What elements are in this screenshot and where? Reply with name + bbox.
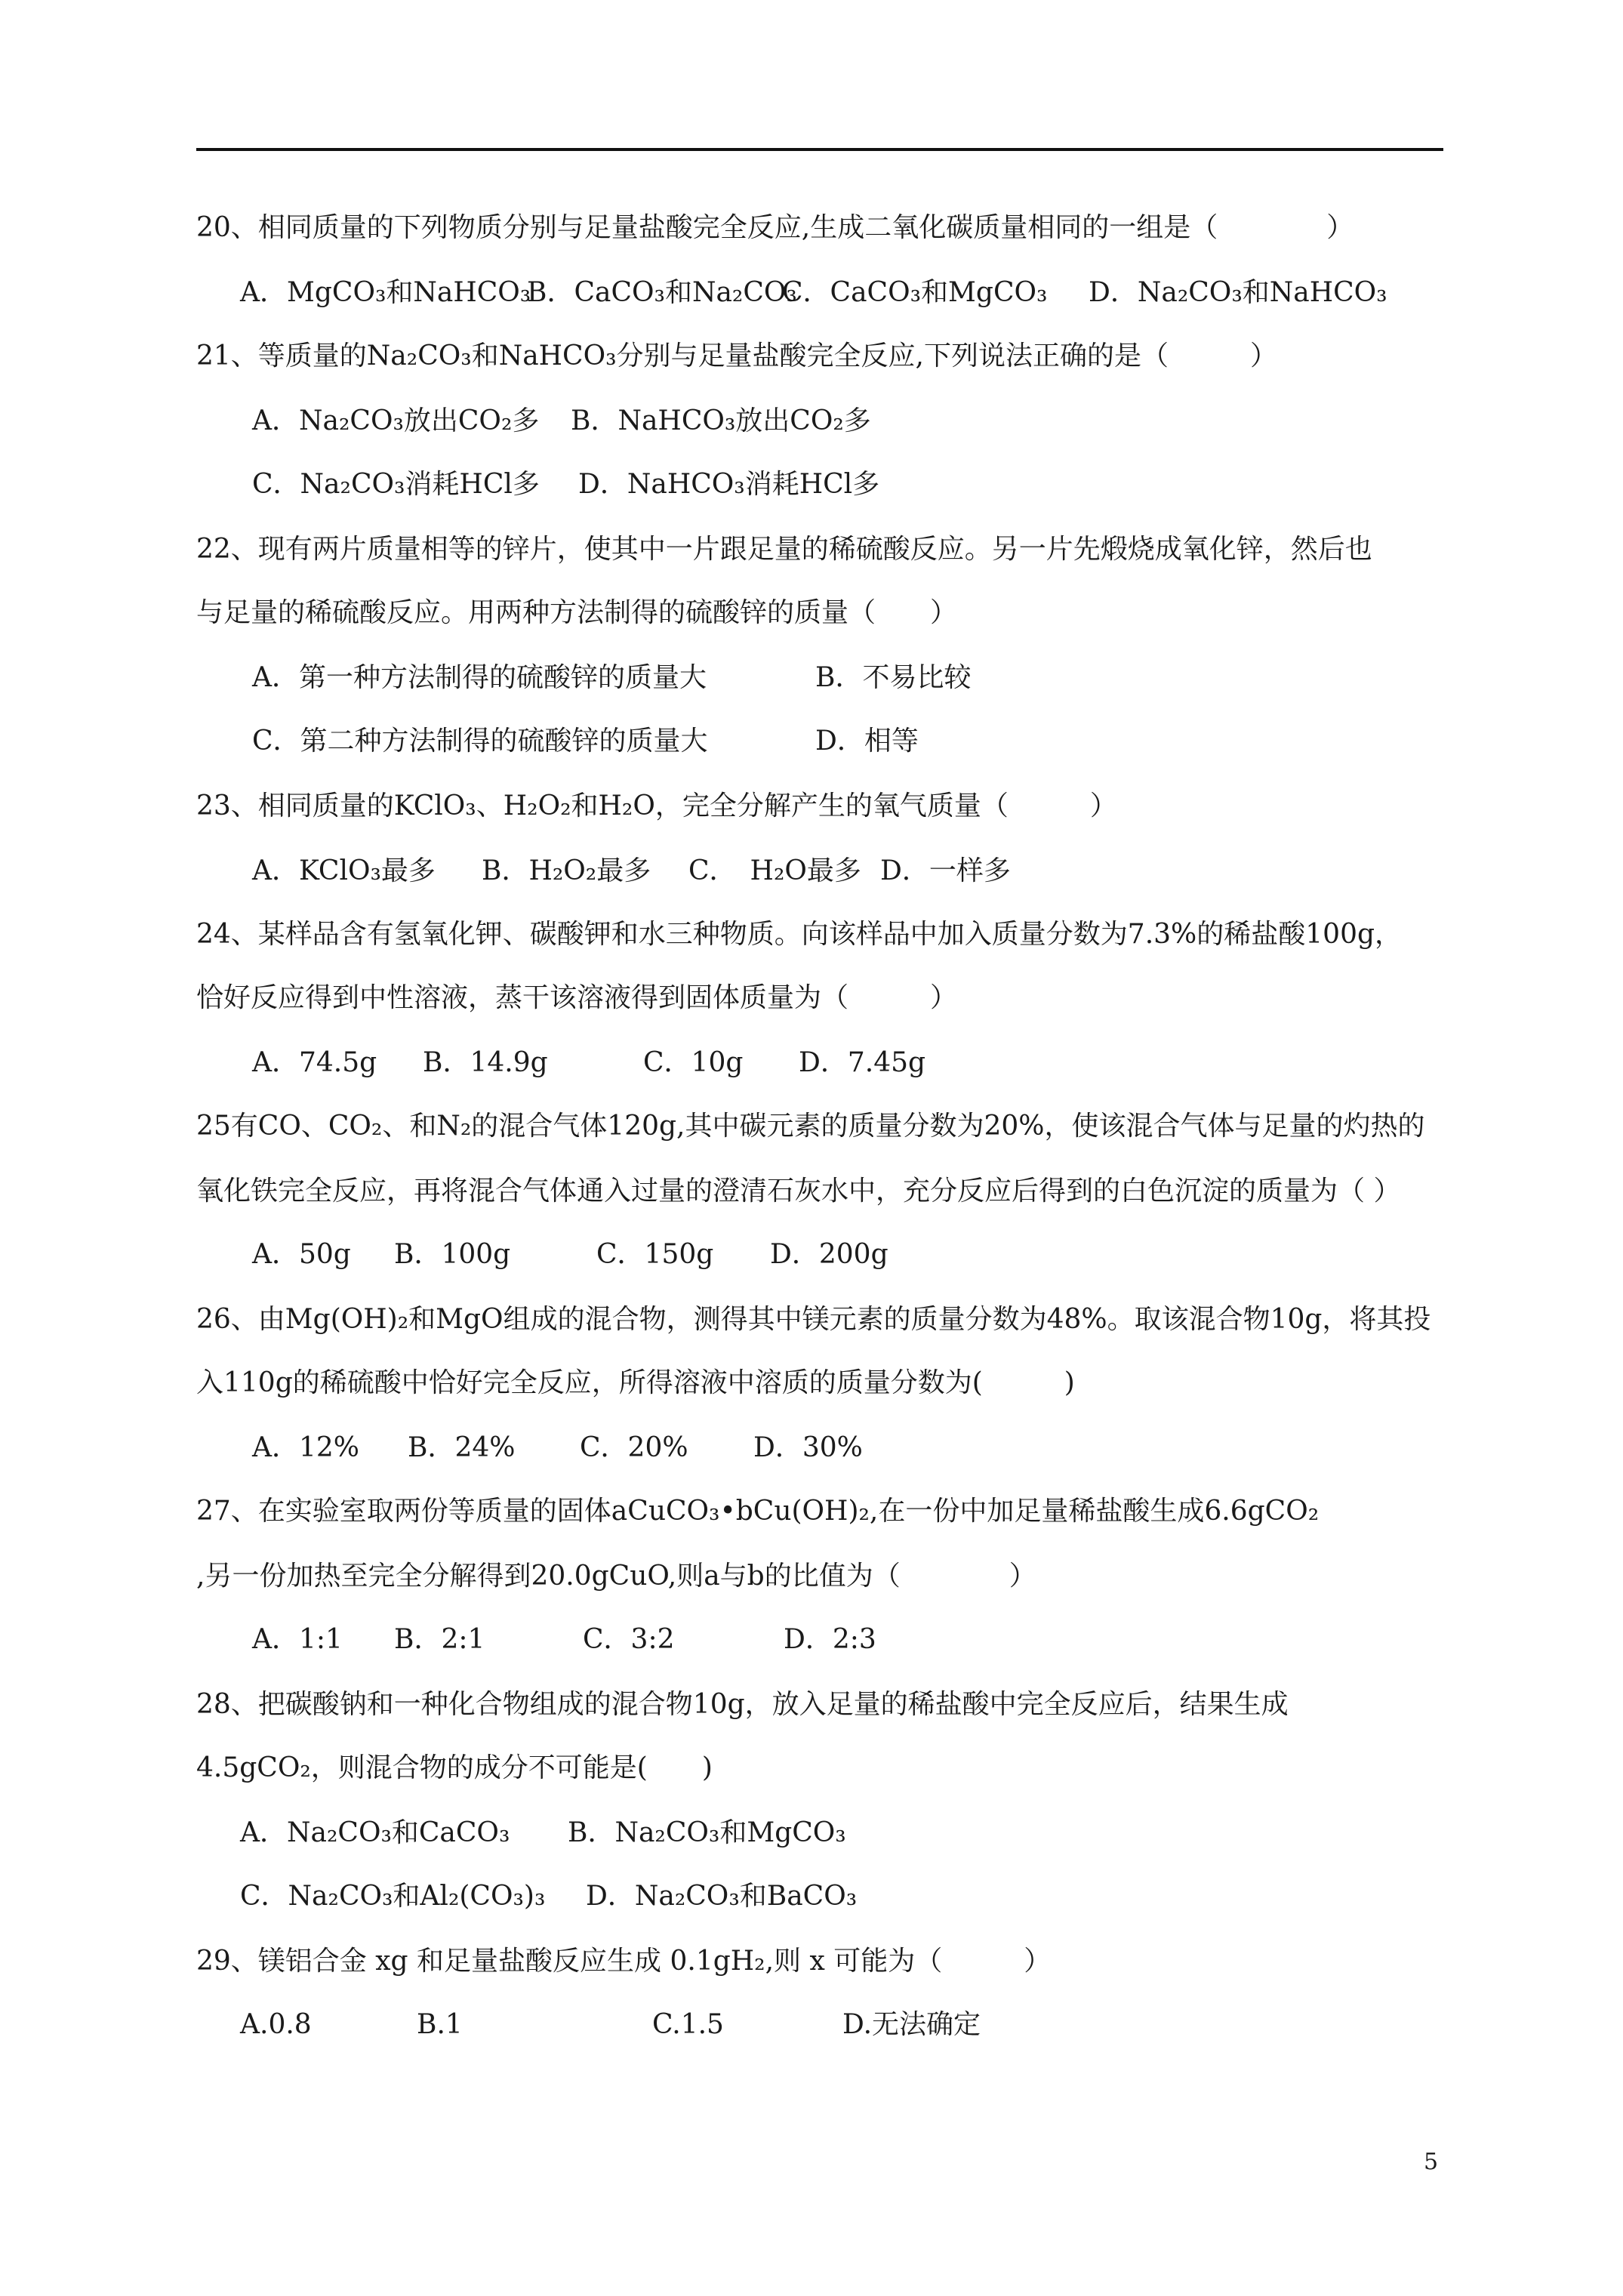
option-c: C．3:2 (583, 1624, 675, 1655)
option-a: A．1:1 (252, 1624, 343, 1655)
option-b: B．H₂O₂最多 (482, 855, 651, 886)
option-b: B．14.9g (423, 1047, 548, 1078)
question-text: 29、镁铝合金 xg 和足量盐酸反应生成 0.1gH₂,则 x 可能为（ ） (196, 1946, 1052, 1977)
page-number: 5 (1424, 2149, 1439, 2175)
option-a: A.0.8 (240, 2009, 312, 2040)
option-a: A．Na₂CO₃放出CO₂多 (252, 405, 540, 436)
option-d: D．2:3 (784, 1624, 876, 1655)
option-a: A．12% (252, 1432, 360, 1463)
option-b: B．不易比较 (815, 662, 972, 693)
option-c: C．第二种方法制得的硫酸锌的质量大 (252, 726, 708, 757)
option-a: A．KClO₃最多 (252, 855, 436, 886)
question-text: 与足量的稀硫酸反应。用两种方法制得的硫酸锌的质量（ ） (196, 597, 958, 628)
option-d: D．一样多 (880, 855, 1011, 886)
option-d: D．Na₂CO₃和NaHCO₃ (1089, 277, 1387, 308)
question-24 (196, 917, 1402, 953)
question-26 (196, 1302, 1431, 1338)
question-text: 27、在实验室取两份等质量的固体aCuCO₃•bCu(OH)₂,在一份中加足量稀盐酸生成6.6gCO₂ (196, 1496, 1320, 1527)
option-b: B.1 (417, 2009, 463, 2040)
header-rule (196, 148, 1443, 151)
question-text: 氧化铁完全反应，再将混合气体通入过量的澄清石灰水中，充分反应后得到的白色沉淀的质量为（ ） (196, 1176, 1401, 1207)
option-c: C．20% (580, 1432, 688, 1463)
question-28-cont (196, 1750, 713, 1786)
option-d: D．NaHCO₃消耗HCl多 (578, 469, 880, 500)
option-d: D．Na₂CO₃和BaCO₃ (586, 1881, 858, 1912)
option-d: D．30% (753, 1432, 863, 1463)
option-a: A．MgCO₃和NaHCO₃ (240, 277, 531, 308)
question-text: 恰好反应得到中性溶液，蒸干该溶液得到固体质量为（ ） (196, 982, 958, 1013)
question-text: 20、相同质量的下列物质分别与足量盐酸完全反应,生成二氧化碳质量相同的一组是（ ） (196, 212, 1354, 243)
question-26-cont (196, 1365, 1075, 1401)
option-b: B．100g (394, 1239, 511, 1270)
option-d: D．相等 (815, 726, 919, 757)
option-c: C．150g (596, 1239, 714, 1270)
option-b: B．24% (408, 1432, 516, 1463)
question-24-cont (196, 980, 957, 1016)
option-a: A．Na₂CO₃和CaCO₃ (240, 1817, 510, 1848)
option-d: D．7.45g (799, 1047, 926, 1078)
option-c: C．Na₂CO₃消耗HCl多 (252, 469, 540, 500)
option-b: B．NaHCO₃放出CO₂多 (571, 405, 871, 436)
option-b: B．2:1 (394, 1624, 485, 1655)
question-23 (196, 788, 1117, 824)
question-28 (196, 1687, 1289, 1723)
question-text: 23、相同质量的KClO₃、H₂O₂和H₂O，完全分解产生的氧气质量（ ） (196, 791, 1117, 821)
question-text: 21、等质量的Na₂CO₃和NaHCO₃分别与足量盐酸完全反应,下列说法正确的是（ ） (196, 341, 1277, 371)
question-text: ,另一份加热至完全分解得到20.0gCuO,则a与b的比值为（ ） (196, 1561, 1036, 1592)
option-a: A．第一种方法制得的硫酸锌的质量大 (252, 662, 707, 693)
question-text: 24、某样品含有氢氧化钾、碳酸钾和水三种物质。向该样品中加入质量分数为7.3%的稀盐酸100g， (196, 919, 1403, 950)
question-text: 4.5gCO₂，则混合物的成分不可能是( ) (196, 1752, 713, 1783)
question-text: 22、现有两片质量相等的锌片，使其中一片跟足量的稀硫酸反应。另一片先煅烧成氧化锌，然后也 (196, 534, 1372, 565)
question-27-cont (196, 1558, 1036, 1595)
option-a: A．74.5g (252, 1047, 377, 1078)
question-27 (196, 1493, 1319, 1530)
question-text: 26、由Mg(OH)₂和MgO组成的混合物，测得其中镁元素的质量分数为48%。取该混合物10g，将其投 (196, 1304, 1431, 1335)
question-25-cont (196, 1173, 1400, 1210)
question-21 (196, 338, 1277, 374)
option-a: A．50g (252, 1239, 351, 1270)
option-c: C．10g (643, 1047, 744, 1078)
option-c: C． H₂O最多 (688, 855, 861, 886)
question-29 (196, 1943, 1051, 1980)
question-20 (196, 210, 1354, 246)
question-25 (196, 1108, 1425, 1145)
option-b: B．Na₂CO₃和MgCO₃ (568, 1817, 846, 1848)
option-d: D.无法确定 (842, 2009, 981, 2040)
option-c: C．CaCO₃和MgCO₃ (782, 277, 1048, 308)
option-d: D．200g (770, 1239, 888, 1270)
question-text: 25有CO、CO₂、和N₂的混合气体120g,其中碳元素的质量分数为20%，使该混合气体与足量的灼热的 (196, 1111, 1425, 1142)
question-22-cont (196, 595, 957, 631)
question-text: 28、把碳酸钠和一种化合物组成的混合物10g，放入足量的稀盐酸中完全反应后，结果生成 (196, 1689, 1289, 1720)
option-b: B．CaCO₃和Na₂CO₃ (527, 277, 797, 308)
question-text: 入110g的稀硫酸中恰好完全反应，所得溶液中溶质的质量分数为( ) (196, 1367, 1075, 1398)
question-22 (196, 532, 1372, 568)
option-c: C.1.5 (652, 2009, 724, 2040)
option-c: C．Na₂CO₃和Al₂(CO₃)₃ (240, 1881, 546, 1912)
